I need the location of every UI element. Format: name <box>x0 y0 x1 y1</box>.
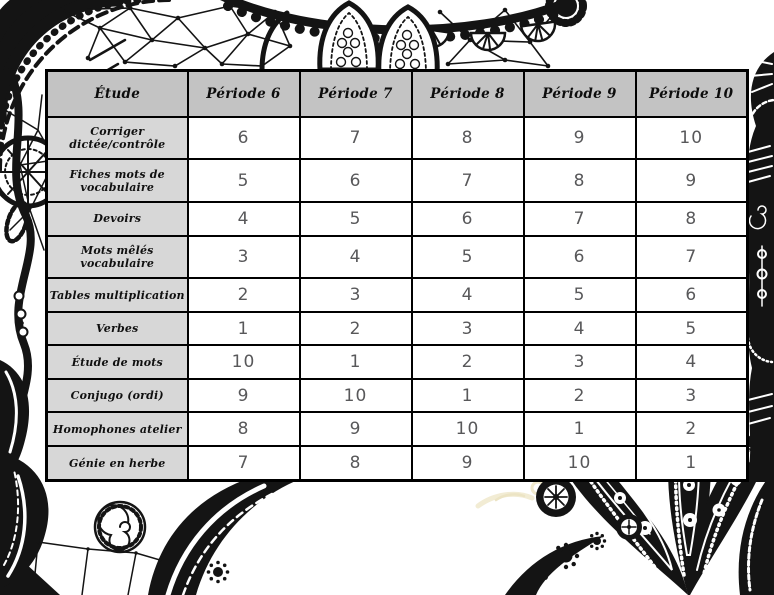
cell-value: 10 <box>188 345 300 379</box>
table-row <box>47 159 748 202</box>
header-periode-7: Période 7 <box>300 71 412 117</box>
cell-value: 6 <box>524 236 636 279</box>
row-label: Homophones atelier <box>47 412 188 446</box>
cell-value: 7 <box>524 202 636 236</box>
cell-value: 9 <box>412 446 524 480</box>
cell-value: 4 <box>524 312 636 346</box>
cell-value: 2 <box>524 379 636 413</box>
cell-value: 5 <box>524 278 636 312</box>
cell-value: 5 <box>188 159 300 202</box>
row-label: Conjugo (ordi) <box>47 379 188 413</box>
cell-value: 6 <box>188 117 300 160</box>
cell-value: 4 <box>188 202 300 236</box>
lace-petals-icon <box>262 3 437 74</box>
cell-value: 1 <box>524 412 636 446</box>
cell-value: 9 <box>300 412 412 446</box>
cell-value: 10 <box>524 446 636 480</box>
cell-value: 3 <box>636 379 748 413</box>
cell-value: 6 <box>412 202 524 236</box>
cell-value: 3 <box>188 236 300 279</box>
table-row <box>47 446 748 480</box>
cell-value: 2 <box>412 345 524 379</box>
table-row <box>47 345 748 379</box>
row-label: Verbes <box>47 312 188 346</box>
table-body <box>47 117 748 481</box>
cell-value: 8 <box>188 412 300 446</box>
header-row <box>47 71 748 117</box>
cell-value: 1 <box>188 312 300 346</box>
row-label: Tables multiplication <box>47 278 188 312</box>
table-header <box>47 71 748 117</box>
cell-value: 8 <box>524 159 636 202</box>
header-etude: Étude <box>47 71 188 117</box>
cell-value: 8 <box>636 202 748 236</box>
header-periode-6: Période 6 <box>188 71 300 117</box>
cell-value: 10 <box>412 412 524 446</box>
cell-value: 3 <box>412 312 524 346</box>
row-label: Mots mêlés vocabulaire <box>47 236 188 279</box>
cell-value: 3 <box>524 345 636 379</box>
row-label: Corriger dictée/contrôle <box>47 117 188 160</box>
cell-value: 4 <box>412 278 524 312</box>
cell-value: 9 <box>524 117 636 160</box>
table-row <box>47 379 748 413</box>
cell-value: 8 <box>300 446 412 480</box>
cell-value: 4 <box>300 236 412 279</box>
cell-value: 7 <box>636 236 748 279</box>
header-periode-9: Période 9 <box>524 71 636 117</box>
cell-value: 9 <box>636 159 748 202</box>
cell-value: 6 <box>300 159 412 202</box>
header-periode-8: Période 8 <box>412 71 524 117</box>
table-row <box>47 236 748 279</box>
cell-value: 5 <box>636 312 748 346</box>
cell-value: 7 <box>188 446 300 480</box>
table-row <box>47 278 748 312</box>
cell-value: 2 <box>636 412 748 446</box>
cell-value: 1 <box>300 345 412 379</box>
study-table <box>45 69 749 482</box>
cell-value: 2 <box>188 278 300 312</box>
cell-value: 5 <box>412 236 524 279</box>
cell-value: 4 <box>636 345 748 379</box>
cell-value: 1 <box>636 446 748 480</box>
study-table-sheet <box>45 69 749 482</box>
table-row <box>47 202 748 236</box>
cell-value: 7 <box>412 159 524 202</box>
cell-value: 8 <box>412 117 524 160</box>
cell-value: 9 <box>188 379 300 413</box>
row-label: Fiches mots de vocabulaire <box>47 159 188 202</box>
table-row <box>47 117 748 160</box>
cell-value: 7 <box>300 117 412 160</box>
cell-value: 10 <box>300 379 412 413</box>
cell-value: 2 <box>300 312 412 346</box>
cell-value: 5 <box>300 202 412 236</box>
row-label: Étude de mots <box>47 345 188 379</box>
cell-value: 1 <box>412 379 524 413</box>
cell-value: 6 <box>636 278 748 312</box>
table-row <box>47 412 748 446</box>
header-periode-10: Période 10 <box>636 71 748 117</box>
cell-value: 10 <box>636 117 748 160</box>
cell-value: 3 <box>300 278 412 312</box>
row-label: Devoirs <box>47 202 188 236</box>
table-row <box>47 312 748 346</box>
row-label: Génie en herbe <box>47 446 188 480</box>
